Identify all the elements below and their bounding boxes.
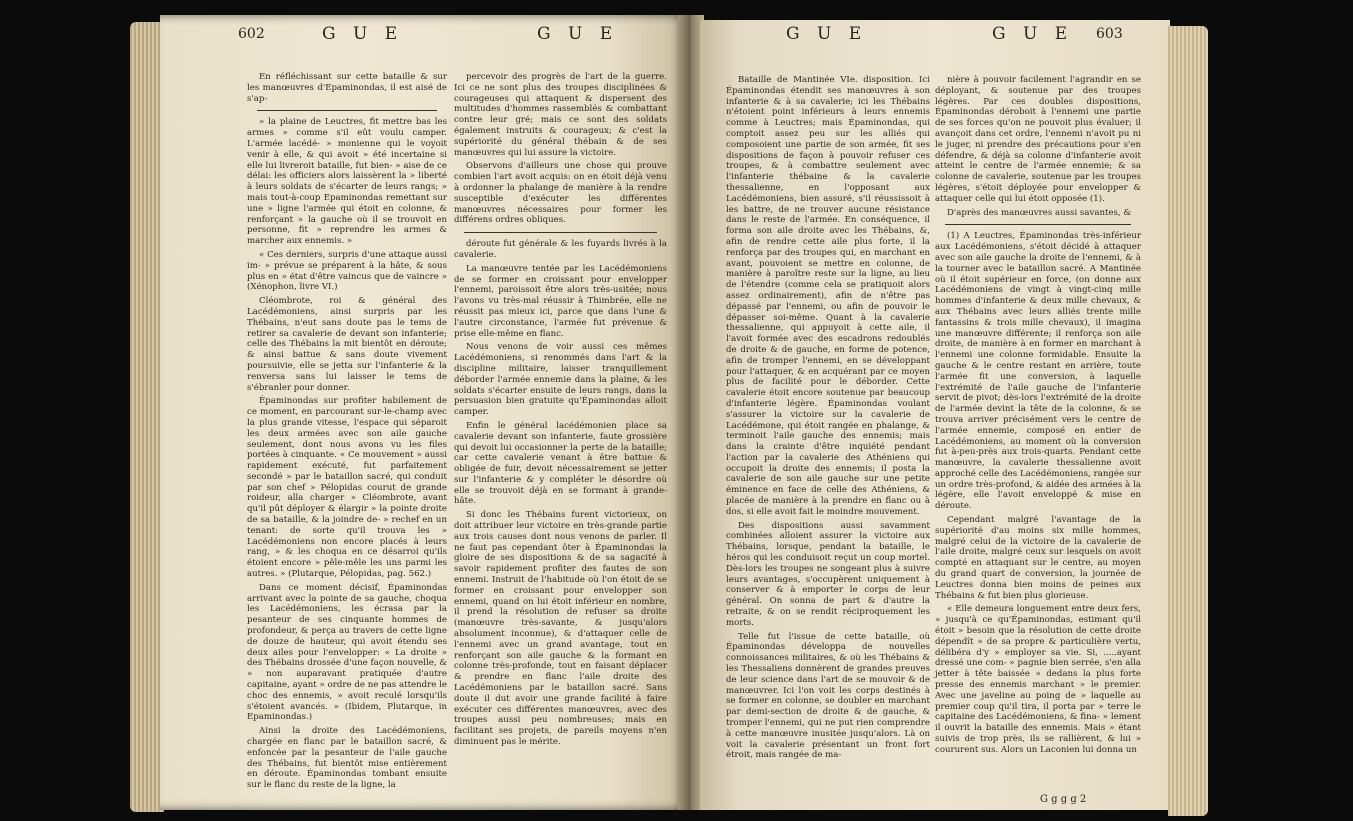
paragraph: Des dispositions aussi savamment combinées alloient assurer la victoire aux Thébains, lorsque, pendant la bataille, le héros qui les conduisoit reçut un coup mortel. Dès-lors les troupes ne songeant plus à suivre leurs avantages, s'occupèrent uniquement à conserver & à emporter le corps de leur général. On sonna de part & d'autre la retraite, & on se rendit réciproquement les morts. — [726, 520, 930, 628]
right-header-right: G U E — [992, 24, 1074, 44]
paragraph: En réfléchissant sur cette bataille & sur les manœuvres d'Epaminondas, il est aisé de s'ap- — [247, 72, 447, 104]
paragraph: nière à pouvoir facilement l'agrandir en se déployant, & soutenue par des troupes légères. Par ces doubles dispositions, Épaminondas déroboit à l'ennemi une partie de ses forces qu'on ne pouvoit plus évaluer; il avançoit dans cet ordre, l'ennemi n'avoit pu ni le juger, ni prendre des précautions pour s'en défendre, & déjà sa colonne d'infanterie avoit atteint le centre de l'armée ennemie; & sa colonne de cavalerie, soutenue par les troupes légères, s'étoit déployée pour envelopper & attaquer celle qui lui étoit opposée (1). — [935, 75, 1141, 204]
paragraph: Observons d'ailleurs une chose qui prouve combien l'art avoit acquis: on en étoit déjà venu à ordonner la phalange de manière à la rendre susceptible d'exécuter les différentes manœuvres nécessaires pour former les différens ordres obliques. — [454, 161, 667, 226]
paragraph: « Elle demeura longuement entre deux fers, » jusqu'à ce qu'Épaminondas, estimant qu'il étoit » besoin que la résolution de cette droite dépendît » de sa propre & particulière vertu, délibéra d'y » employer sa vie. Si, .....ayant dressé une com- » pagnie bien serrée, s'en alla jetter à tête baissée » dedans la plus forte presse des ennemis marchant » le premier. Avec une javeline au poing de » laquelle au premier coup qu'il tira, il porta par » terre le capitaine des Lacédémoniens, & fina- » lement il ouvrit la bataille des ennemis. Mais » étant suivis de trop près, ils se rallièrent, & lui » coururent sus. Alors un Laconien lui donna un — [935, 604, 1141, 755]
paragraph: La manœuvre tentée par les Lacédémoniens de se former en croissant pour envelopper l'ennemi, paroissoit être alors très-usitée; nous l'avons vu très-mal réussir à Thimbrée, elle ne réussit pas mieux ici, parce que dans l'une & l'autre circonstance, l'armée fut prévenue & prise elle-même en flanc. — [454, 263, 667, 339]
left-header-right: G U E — [537, 24, 619, 44]
paragraph: Si donc les Thébains furent victorieux, on doit attribuer leur victoire en très-grande partie aux trois causes dont nous venons de parler. Il ne faut pas cependant ôter à Épaminondas la gloire de ses dispositions & de sa sagacité à savoir rapidement profiter des fautes de son ennemi. Instruit de l'habitude où l'on étoit de se former en croissant pour envelopper son ennemi, quand on lui étoit inférieur en nombre, il prend la résolution de refuser sa droite (manœuvre très-savante, & jusqu'alors absolument inconnue), & d'attaquer celle de l'ennemi avec un grand avantage, tout en renforçant son aile gauche & la formant en colonne très-profonde, tout en faisant déplacer & prendre en flanc l'aile droite des Lacédémoniens par le bataillon sacré. Sans doute il dut avoir une grande facilité à faire exécuter ces différentes manœuvres, avec des troupes aussi peu nombreuses; mais en facilitant ses projets, de pareils moyens n'en diminuent pas le mérite. — [454, 510, 667, 748]
paragraph: Cependant malgré l'avantage de la supériorité d'au moins six mille hommes, malgré celui de la victoire de la cavalerie de l'aile droite, malgré ceux sur lesquels on avoit compté en attaquant sur le centre, au moyen du grand quart de conversion, la journée de Leuctres donna bien moins de peines aux Thébains & fut bien plus glorieuse. — [935, 515, 1141, 601]
section-divider — [945, 224, 1131, 225]
paragraph: Cléombrote, roi & général des Lacédémoniens, ainsi surpris par les Thébains, n'eut sans doute pas le tems de retirer sa cavalerie de devant son infanterie; celle des Thébains la mit bientôt en déroute; & ainsi battue & sans doute vivement poursuivie, elle se jetta sur l'infanterie & la renversa sans lui laisser le tems de s'ébranler pour donner. — [247, 296, 447, 393]
paragraph: Dans ce moment décisif, Épaminondas arrivant avec la pointe de sa gauche, choqua les Lacédémoniens, les écrasa par la pesanteur de ses cinquante hommes de profondeur, & perça au travers de cette ligne de douze de hauteur, qui avoit étendu ses deux ailes pour l'envelopper: « La droite » des Thébains drossée d'une façon nouvelle, & » non auparavant pratiquée d'autre capitaine, ayant » ordre de ne pas attendre le choc des ennemis, » avoit reculé lorsqu'ils s'étoient avancés. » (Ibidem, Plutarque, in Epaminondas.) — [247, 582, 447, 723]
section-divider — [464, 232, 657, 233]
paragraph: D'après des manœuvres aussi savantes, & — [947, 207, 1132, 218]
right-page-number: 603 — [1096, 26, 1123, 42]
paragraph: » la plaine de Leuctres, fit mettre bas les armes » comme s'il eût voulu camper. L'armée lacédé- » monienne qui le voyoit venir à elle, & qui avoit » été incertaine si elle lui livreroit bataille, fut bien- » aise de ce délai: les officiers alors laissèrent la » liberté à leurs soldats de s'écarter de leurs rangs; » mais tout-à-coup Epaminondas remettant sur une » ligne l'armée qui étoit en colonne, & renforçant » la gauche où il se trouvoit en personne, fit » reprendre les armes & marcher aux ennemis. » — [247, 117, 447, 247]
left-column-1 — [247, 72, 447, 791]
left-header-left: G U E — [322, 24, 404, 44]
page-stack-left — [130, 22, 164, 812]
section-divider — [257, 110, 437, 111]
paragraph: « Ces derniers, surpris d'une attaque aussi im- » prévue se préparent à la hâte, & sous plus en » état d'être vaincus que de vaincre » (Xénophon, livre VI.) — [247, 249, 447, 293]
right-column-2 — [935, 75, 1141, 780]
paragraph: (1) A Leuctres, Épaminondas très-inférieur aux Lacédémoniens, s'étoit décidé à attaquer avec son aile gauche la droite de l'ennemi, & à la tourner avec le bataillon sacré. A Mantinée où il étoit supérieur en force, (on donne aux Lacédémoniens de vingt à vingt-cinq mille hommes d'infanterie & deux mille chevaux, & aux Thébains avec leurs alliés trente mille fantassins & trois mille chevaux), il imagina une manœuvre différente; il renforça son aile droite, de manière à en former en marchant à l'ennemi une colonne formidable. Ensuite la gauche & le centre restant en arrière, toute l'armée fit une conversion, à laquelle l'extrémité de l'aile gauche de l'infanterie servit de pivot; dès-lors l'extrémité de la droite de l'armée devint la tête de la colonne, & se trouva arriver précisément vers le centre de l'armée ennemie, composé en entier de Lacédémoniens, au moment où la conversion fut à-peu-près aux trois-quarts. Pendant cette manœuvre, la cavalerie thessalienne avoit approché celle des Lacédémoniens, rangée sur un ordre très-profond, & aidée des armées à la légère, elle l'avoit enveloppé & mise en déroute. — [935, 231, 1141, 512]
paragraph: Nous venons de voir aussi ces mêmes Lacédémoniens, si renommés dans l'art & la discipline militaire, laisser tranquillement déborder l'armée ennemie dans la plaine, & les soldats s'écarter ensuite de leurs rangs, dans la persuasion bien gratuite qu'Épaminondas alloit camper. — [454, 342, 667, 418]
paragraph: Ainsi la droite des Lacédémoniens, chargée en flanc par le bataillon sacré, & enfoncée par la pesanteur de l'aile gauche des Thébains, fut bientôt mise entièrement en déroute. Épaminondas tombant ensuite sur le flanc du reste de la ligne, la — [247, 726, 447, 791]
right-header-left: G U E — [786, 24, 868, 44]
paragraph: Enfin le général lacédémonien place sa cavalerie devant son infanterie, faute grossière qui devoit lui occasionner la perte de la bataille; car cette cavalerie venant à être battue & obligée de fuir, devoit nécessairement se jetter sur l'infanterie & y compléter le désordre où elle se trouvoit déjà en se formant à grande-hâte. — [454, 420, 667, 507]
left-column-2 — [454, 72, 667, 780]
paragraph: percevoir des progrès de l'art de la guerre. Ici ce ne sont plus des troupes disciplinées & courageuses qui attaquent & dispersent des multitudes d'hommes rassemblés & combattant contre leur gré; mais ce sont des soldats également instruits & courageux; & c'est la supériorité du général thébain & de ses manœuvres qui lui assure la victoire. — [454, 72, 667, 158]
page-signature: G g g g 2 — [1040, 794, 1087, 805]
paragraph: Épaminondas sur profiter habilement de ce moment, en parcourant sur-le-champ avec la plus grande vitesse, l'espace qui séparoit les deux armées avec son aile gauche seulement, dont nous avons vu les files portées à cinquante. « Ce mouvement » aussi rapidement exécuté, fut parfaitement secondé » par le bataillon sacré, qui conduit par son chef » Pélopidas courut de grande roideur, alla charger » Cléombrote, avant qu'il pût déployer & élargir » la pointe droite de sa bataille, & la joindre de- » rechef en un tenant: de sorte qu'il trouva les » Lacédémoniens non encore placés à leurs rang, » & les choqua en ce désarroi qu'ils étoient encore » pêle-mêle les uns parmi les autres. » (Plutarque, Pélopidas, pag. 562.) — [247, 396, 447, 580]
left-page-number: 602 — [238, 26, 265, 42]
paragraph: Bataille de Mantinée VIe. disposition. Ici Épaminondas étendit ses manœuvres à son infanterie & à sa cavalerie; ici les Thébains n'étoient point inférieurs à leurs ennemis comme à Leuctres; mais Épaminondas, qui comptoit assez peu sur les alliés qui composoient une partie de son armée, fit ses dispositions de façon à pouvoir refuser ces troupes, & à combattre seulement avec l'infanterie thébaine & la cavalerie thessalienne, en l'opposant aux Lacédémoniens, bien assuré, s'il réussissoit à les battre, de ne trouver aucune résistance dans le reste de l'armée. En conséquence, il forma son aile droite avec les Thébains, &, afin de rendre cette aile plus forte, il la renforça par des troupes qui, en marchant en avant, pouvoient se mettre en colonne, de manière à paroître reste sur la ligne, au lieu de l'étendre (comme cela se pratiquoit alors assez ordinairement), afin de n'être pas dépassé par l'ennemi, ou afin de pouvoir le dépasser soi-même. Quant à la cavalerie thessalienne, qui appuyoit à cette aile, il l'avoit formée avec des escadrons redoublés de droite & de gauche, en forme de potence, afin de tromper l'ennemi, en se développant pour l'attaquer, & en acquérant par ce moyen plus de facilité pour le déborder. Cette cavalerie étoit encore soutenue par beaucoup d'infanterie légère. Épaminondas voulant s'assurer la victoire sur la cavalerie de Lacédémone, qui étoit rangée en phalange, & terminoit l'aile gauche des ennemis; mais dans la crainte d'être inquiété pendant l'action par la cavalerie des Athéniens qui occupoit la droite des ennemis; il posta la cavalerie de son aile gauche sur une petite éminence en face de celle des Athéniens, & placée de manière à la prendre en flanc ou à dos, si elle avoit fait le moindre mouvement. — [726, 75, 930, 517]
right-column-1 — [726, 75, 930, 780]
paragraph: Telle fut l'issue de cette bataille, où Épaminondas développa de nouvelles connoissances militaires, & où les Thébains & les Thessaliens donnèrent de grandes preuves de leur science dans l'art de se mouvoir & de manœuvrer. Ici l'on voit les corps destinés à se former en colonne, se doubler en marchant par demi-section de droite & de gauche, & tromper l'ennemi, qui ne put rien comprendre à cette manœuvre inusitée jusqu'alors. Là on voit la cavalerie présentant un front fort étroit, mais rangée de ma- — [726, 631, 930, 761]
page-stack-right — [1168, 26, 1208, 816]
paragraph: déroute fut générale & les fuyards livrés à la cavalerie. — [454, 239, 667, 260]
